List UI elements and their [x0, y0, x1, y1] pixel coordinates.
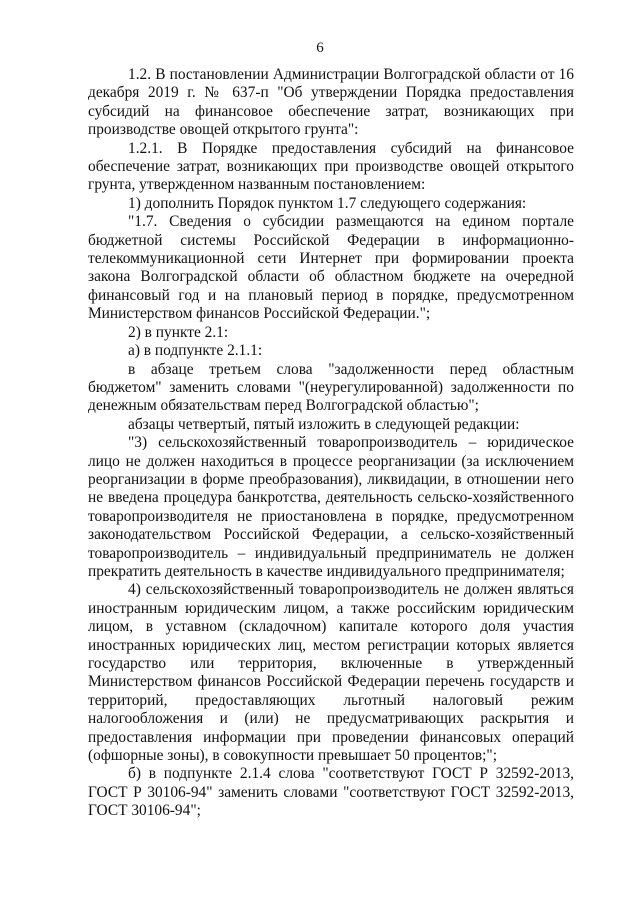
paragraph-1-2: 1.2. В постановлении Администрации Волгоградской области от 16 декабря 2019 г. № 637-п "Об утверждении Порядка предоставления субсидий на финансовое обеспечение затрат, возникающих при производстве овощей открытого грунта":	[88, 66, 574, 139]
paragraph-1-7-quote: "1.7. Сведения о субсидии размещаются на едином портале бюджетной системы Российской Федерации в информационно-телекоммуникационной сети Интернет при формировании проекта закона Волгоградской области об областном бюджете на очередной финансовый год и на плановый период в порядке, предусмотренном Министерством финансов Российской Федерации.";	[88, 213, 574, 323]
paragraph-abzac-third: в абзаце третьем слова "задолженности перед областным бюджетом" заменить словами "(неурегулированной) задолженности по денежным обязательствам перед Волгоградской областью";	[88, 360, 574, 415]
document-body	[88, 66, 574, 821]
paragraph-item-2: 2) в пункте 2.1:	[128, 323, 229, 341]
paragraph-abzac-fourth-fifth: абзацы четвертый, пятый изложить в следующей редакции:	[128, 415, 520, 433]
page-number: 6	[316, 40, 324, 56]
paragraph-subitem-a: а) в подпункте 2.1.1:	[128, 342, 263, 360]
paragraph-subitem-b: б) в подпункте 2.1.4 слова "соответствуют ГОСТ Р 32592-2013, ГОСТ Р 30106-94" заменить словами "соответствуют ГОСТ 32592-2013, ГОСТ 30106-94";	[88, 765, 574, 820]
paragraph-item-1: 1) дополнить Порядок пунктом 1.7 следующего содержания:	[128, 194, 527, 212]
paragraph-item-3-quote: "3) сельскохозяйственный товаропроизводитель – юридическое лицо не должен находиться в процессе реорганизации (за исключением реорганизации в форме преобразования), ликвидации, в отношении него не введена процедура банкротства, деятельность сельско-хозяйственного товаропроизводителя не приостановлена в порядке, предусмотренном законодательством Российской Федерации, а сельско-хозяйственный товаропроизводитель – индивидуальный предприниматель не должен прекратить деятельность в качестве индивидуального предпринимателя;	[88, 434, 574, 580]
paragraph-1-2-1: 1.2.1. В Порядке предоставления субсидий на финансовое обеспечение затрат, возникающих при производстве овощей открытого грунта, утвержденном названным постановлением:	[88, 139, 574, 194]
paragraph-item-4: 4) сельскохозяйственный товаропроизводитель не должен являться иностранным юридическим лицом, а также российским юридическим лицом, в уставном (складочном) капитале которого доля участия иностранных юридических лиц, местом регистрации которых является государство или территория, включенные в утвержденный Министерством финансов Российской Федерации перечень государств и территорий, предоставляющих льготный налоговый режим налогообложения и (или) не предусматривающих раскрытия и предоставления информации при проведении финансовых операций (офшорные зоны), в совокупности превышает 50 процентов;";	[88, 581, 574, 765]
